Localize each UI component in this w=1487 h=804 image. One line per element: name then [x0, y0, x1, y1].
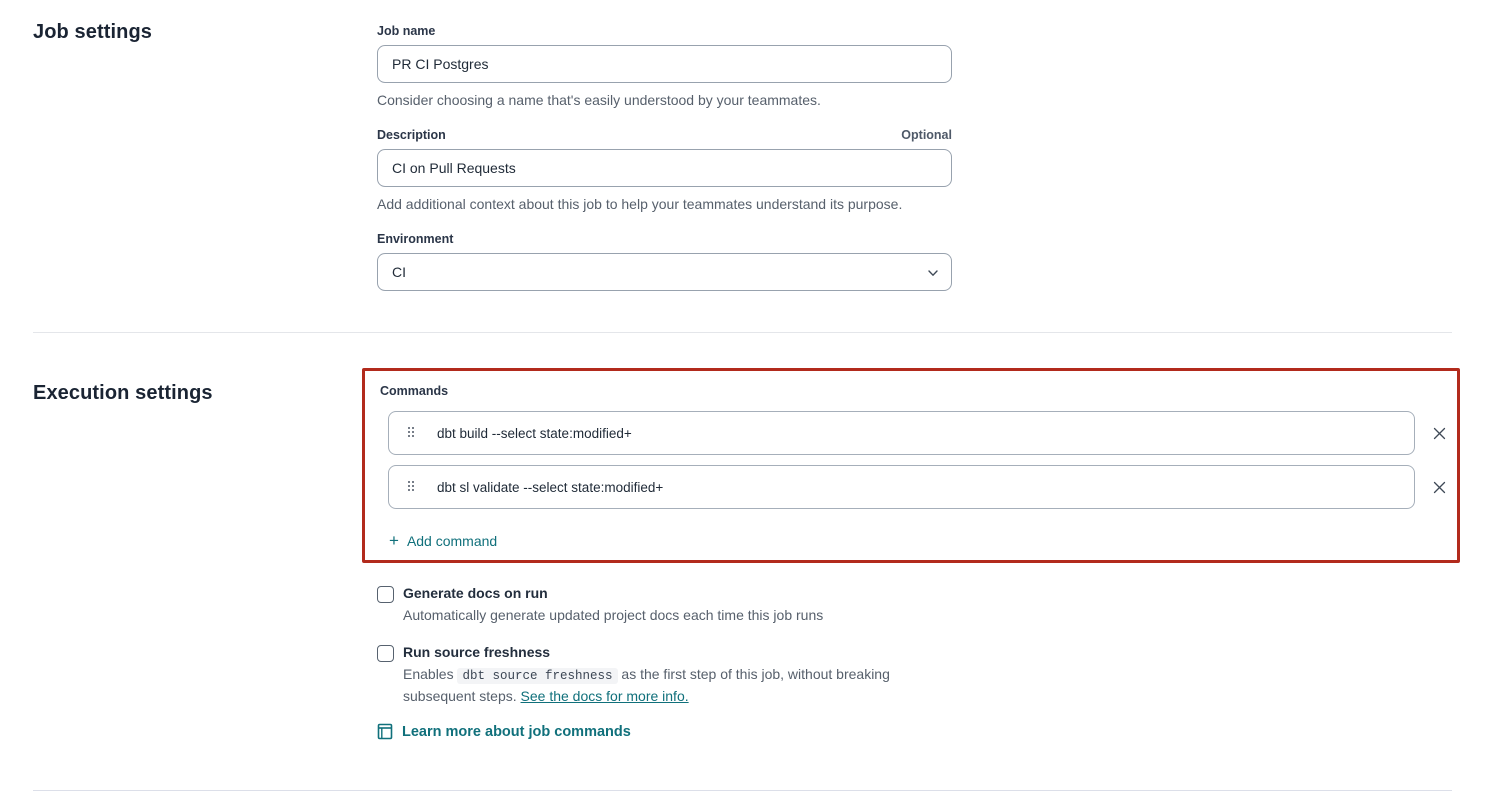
freshness-desc-text: as the first step of this job, without breaking subsequent steps. — [403, 666, 890, 704]
generate-docs-option — [377, 585, 952, 625]
generate-docs-description: Automatically generate updated project docs each time this job runs — [403, 607, 824, 623]
bottom-divider — [33, 790, 1452, 791]
plus-icon: + — [389, 531, 399, 550]
job-name-helper: Consider choosing a name that's easily understood by your teammates. — [377, 92, 821, 108]
command-row — [388, 411, 1457, 455]
commands-highlight-box — [362, 368, 1460, 563]
job-settings-heading: Job settings — [33, 21, 152, 43]
add-command-button[interactable] — [389, 532, 497, 549]
commands-label: Commands — [380, 384, 449, 398]
run-source-freshness-title: Run source freshness — [403, 644, 551, 660]
command-input[interactable] — [388, 465, 1415, 509]
command-row — [388, 465, 1457, 509]
description-helper: Add additional context about this job to help your teammates understand its purpose. — [377, 196, 903, 212]
drag-handle-icon[interactable] — [408, 427, 416, 439]
remove-command-button[interactable] — [1428, 476, 1450, 498]
see-docs-link[interactable]: See the docs for more info. — [520, 688, 689, 704]
drag-handle-icon[interactable] — [408, 481, 416, 493]
job-name-label: Job name — [377, 24, 436, 38]
close-icon — [1432, 480, 1447, 495]
job-options — [377, 585, 952, 725]
book-icon — [377, 723, 393, 740]
freshness-code-snippet: dbt source freshness — [457, 668, 617, 684]
environment-selected-value: CI — [392, 264, 406, 280]
run-source-freshness-option — [377, 644, 952, 706]
command-text: dbt build --select state:modified+ — [437, 425, 632, 441]
commands-list — [388, 411, 1457, 509]
freshness-desc-text: Enables — [403, 666, 458, 682]
environment-select[interactable] — [377, 253, 952, 291]
section-divider — [33, 332, 1452, 333]
command-input[interactable] — [388, 411, 1415, 455]
add-command-label: Add command — [406, 532, 498, 549]
run-source-freshness-checkbox[interactable] — [377, 645, 394, 662]
description-optional-tag: Optional — [901, 128, 952, 142]
execution-settings-heading: Execution settings — [33, 382, 213, 404]
description-input[interactable] — [377, 149, 952, 187]
command-text: dbt sl validate --select state:modified+ — [437, 479, 664, 495]
run-source-freshness-description — [403, 664, 943, 706]
chevron-down-icon — [927, 266, 939, 282]
learn-more-label: Learn more about job commands — [402, 723, 631, 740]
environment-label: Environment — [377, 232, 454, 246]
remove-command-button[interactable] — [1428, 422, 1450, 444]
job-settings-form — [377, 24, 952, 291]
job-name-input[interactable] — [377, 45, 952, 83]
generate-docs-title: Generate docs on run — [403, 585, 548, 601]
description-label: Description — [377, 128, 446, 142]
generate-docs-checkbox[interactable] — [377, 586, 394, 603]
learn-more-link[interactable] — [377, 723, 631, 740]
close-icon — [1432, 426, 1447, 441]
